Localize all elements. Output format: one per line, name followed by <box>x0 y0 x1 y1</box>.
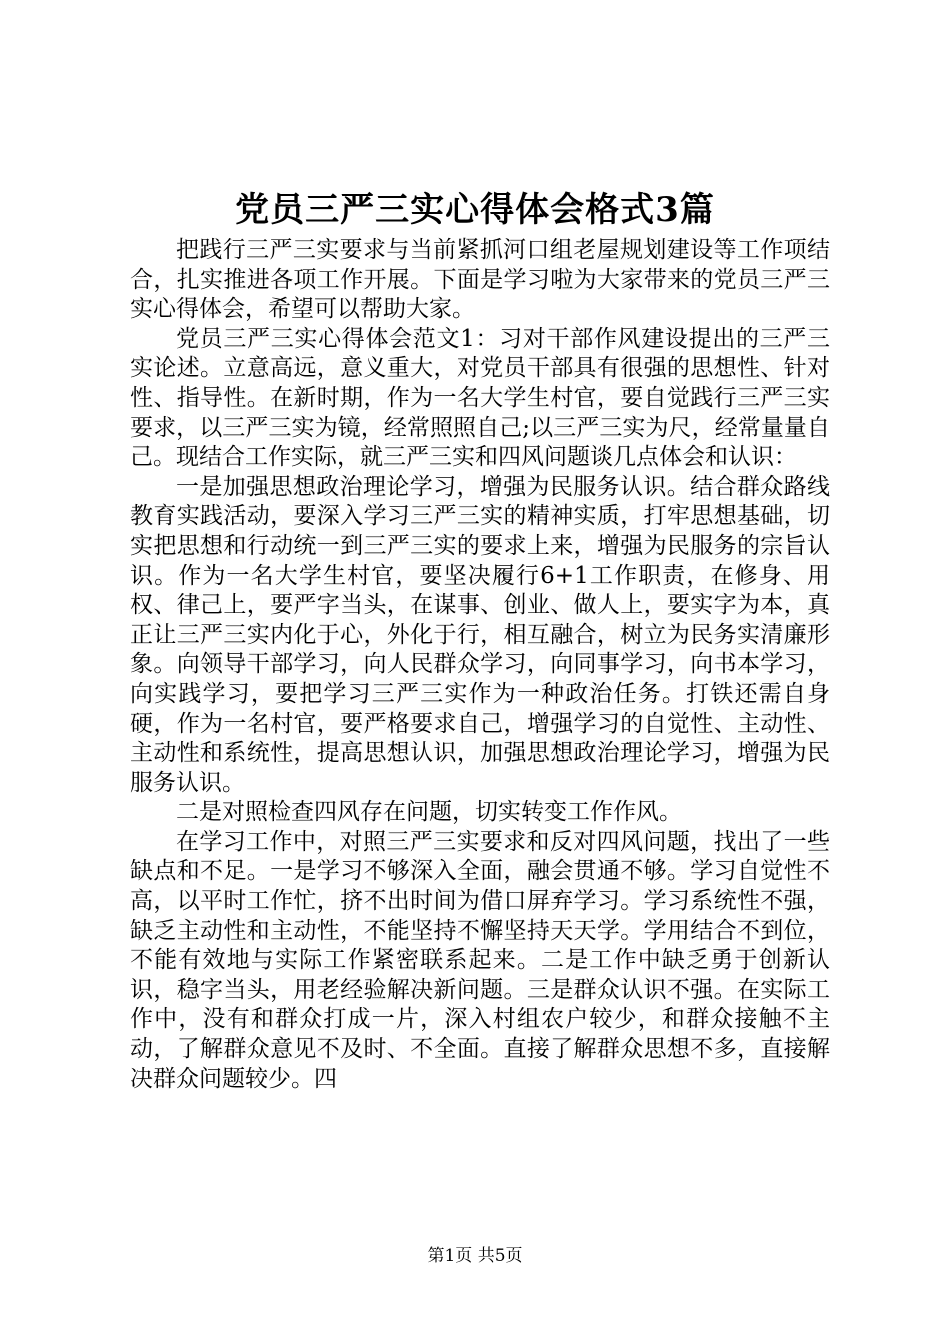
paragraph-intro: 把践行三严三实要求与当前紧抓河口组老屋规划建设等工作项结合，扎实推进各项工作开展。下面是学习啦为大家带来的党员三严三实心得体会，希望可以帮助大家。 <box>130 237 830 323</box>
paragraph-point-2-body: 在学习工作中，对照三严三实要求和反对四风问题，找出了一些缺点和不足。一是学习不够深入全面，融会贯通不够。学习自觉性不高，以平时工作忙，挤不出时间为借口屏弃学习。学习系统性不强，缺乏主动性和主动性，不能坚持不懈坚持天天学。学用结合不到位，不能有效地与实际工作紧密联系起来。二是工作中缺乏勇于创新认识，稳字当头，用老经验解决新问题。三是群众认识不强。在实际工作中，没有和群众打成一片，深入村组农户较少，和群众接触不主动，了解群众意见不及时、不全面。直接了解群众思想不多，直接解决群众问题较少。四 <box>130 828 830 1092</box>
paragraph-point-2-heading: 二是对照检查四风存在问题，切实转变工作作风。 <box>176 799 682 826</box>
page-footer: 第1页 共5页 <box>427 1246 523 1266</box>
paragraph-sample-1: 党员三严三实心得体会范文1：习对干部作风建设提出的三严三实论述。立意高远，意义重大，对党员干部具有很强的思想性、针对性、指导性。在新时期，作为一名大学生村官，要自觉践行三严三实要求，以三严三实为镜，经常照照自己;以三严三实为尺，经常量量自己。现结合工作实际，就三严三实和四风问题谈几点体会和认识： <box>130 325 830 471</box>
document-title: 党员三严三实心得体会格式3篇 <box>235 190 715 230</box>
paragraph-point-1: 一是加强思想政治理论学习，增强为民服务认识。结合群众路线教育实践活动，要深入学习三严三实的精神实质，打牢思想基础，切实把思想和行动统一到三严三实的要求上来，增强为民服务的宗旨认识。作为一名大学生村官，要坚决履行6+1工作职责，在修身、用权、律己上，要严字当头，在谋事、创业、做人上，要实字为本，真正让三严三实内化于心，外化于行，相互融合，树立为民务实清廉形象。向领导干部学习，向人民群众学习，向同事学习，向书本学习，向实践学习，要把学习三严三实作为一种政治任务。打铁还需自身硬，作为一名村官，要严格要求自己，增强学习的自觉性、主动性、主动性和系统性，提高思想认识，加强思想政治理论学习，增强为民服务认识。 <box>130 473 830 796</box>
document-body <box>130 236 830 1094</box>
